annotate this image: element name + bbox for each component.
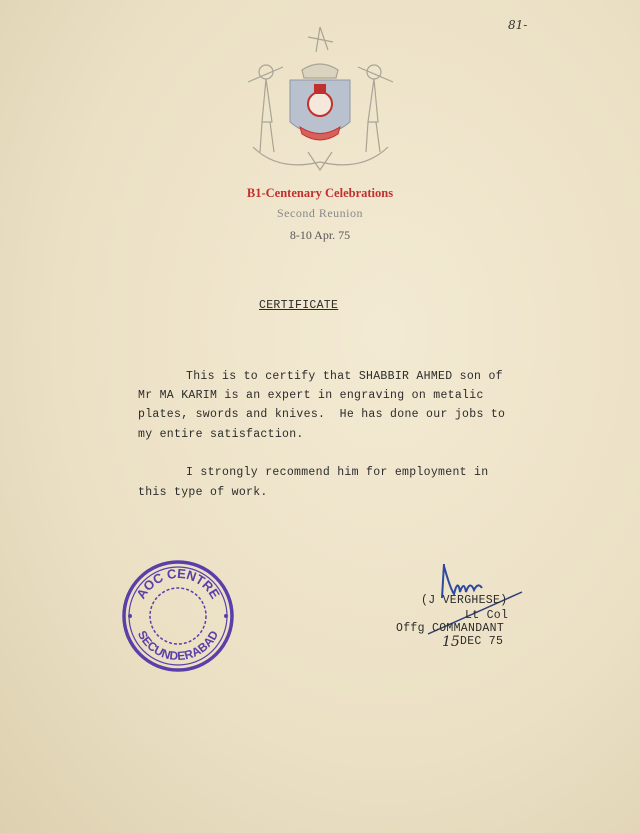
signatory-name: (J VERGHESE) bbox=[421, 594, 508, 607]
svg-text:SECUNDERABAD bbox=[135, 628, 222, 663]
body-line: Mr MA KARIM is an expert in engraving on metalic bbox=[138, 389, 484, 402]
body-line: this type of work. bbox=[138, 486, 268, 499]
date-day-handwritten: 15 bbox=[442, 634, 460, 650]
signatory-designation: Offg COMMANDANT bbox=[396, 622, 505, 635]
crest-emblem bbox=[238, 22, 402, 172]
stamp-bottom-text: SECUNDERABAD bbox=[134, 628, 222, 664]
letterhead-dates: 8-10 Apr. 75 bbox=[289, 228, 351, 242]
body-line: I strongly recommend him for employment in bbox=[186, 466, 489, 479]
stamp-top-text: AOC CENTRE bbox=[133, 565, 223, 602]
date-month-year: DEC 75 bbox=[460, 635, 504, 648]
signatory-rank: Lt Col bbox=[465, 609, 509, 622]
body-line: my entire satisfaction. bbox=[138, 428, 304, 441]
letterhead-subtitle: Second Reunion bbox=[277, 206, 363, 220]
body-line: plates, swords and knives. He has done our jobs to bbox=[138, 408, 506, 421]
official-stamp bbox=[120, 558, 236, 674]
handwritten-page-number: 81- bbox=[508, 18, 528, 32]
body-line: This is to certify that SHABBIR AHMED son of bbox=[186, 370, 503, 383]
document-title: CERTIFICATE bbox=[259, 299, 339, 312]
letterhead-title: B1-Centenary Celebrations bbox=[246, 186, 394, 200]
